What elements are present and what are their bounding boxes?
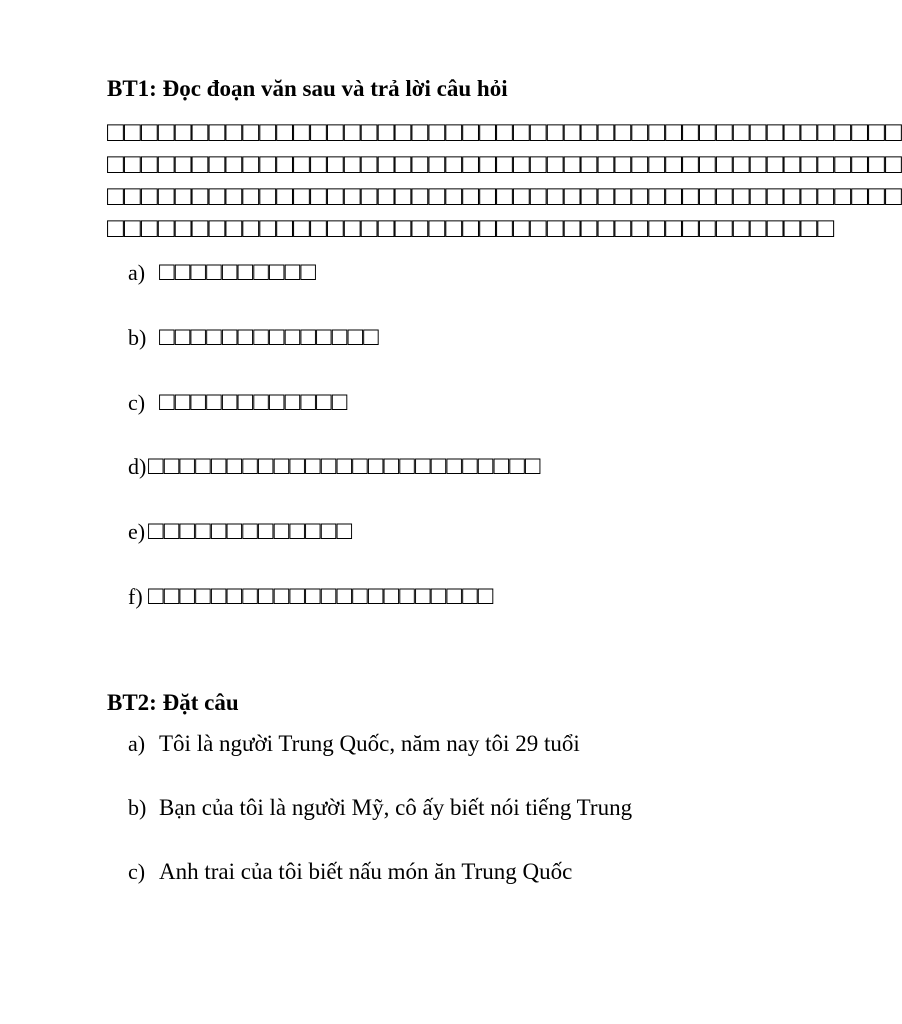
list-marker: b) [128,325,147,350]
question-item-d [128,451,541,481]
sentence-item-b [128,795,632,821]
list-marker: d) [128,454,147,479]
list-marker: e) [128,519,146,544]
question-item-f [128,581,494,611]
bt1-heading: BT1: Đọc đoạn văn sau và trả lời câu hỏi [107,76,508,101]
bt1-reading-paragraph [107,117,902,245]
paragraph-line: □□□□□□□□□□□□□□□□□□□□□□□□□□□□□□□□□□□□□□□□□□□□□□□ [107,149,902,180]
list-marker: b) [128,795,147,820]
sentence-text: Bạn của tôi là người Mỹ, cô ấy biết nói tiếng Trung [159,795,633,820]
paragraph-line: □□□□□□□□□□□□□□□□□□□□□□□□□□□□□□□□□□□□□□□□□□□□□□□ [107,181,902,212]
list-marker: c) [128,859,146,884]
question-item-a [128,257,316,287]
question-text: □□□□□□□□□□□□□□ [159,322,379,351]
paragraph-line: □□□□□□□□□□□□□□□□□□□□□□□□□□□□□□□□□□□□□□□□□□□□□□□ [107,117,902,148]
list-marker: a) [128,260,146,285]
sentence-text: Tôi là người Trung Quốc, năm nay tôi 29 tuổi [159,731,580,756]
sentence-item-a [128,731,580,757]
question-text: □□□□□□□□□□□□□□□□□□□□□□ [148,581,494,610]
question-text: □□□□□□□□□□□□□□□□□□□□□□□□□ [148,451,541,480]
question-text: □□□□□□□□□□□□ [159,387,348,416]
list-marker: f) [128,584,143,609]
question-text: □□□□□□□□□□□□□ [148,516,353,545]
list-marker: c) [128,390,146,415]
paragraph-line: □□□□□□□□□□□□□□□□□□□□□□□□□□□□□□□□□□□□□□□□□□□ [107,213,835,244]
question-item-b [128,322,379,352]
list-marker: a) [128,731,146,756]
question-item-e [128,516,352,546]
bt2-heading: BT2: Đặt câu [107,690,239,715]
question-text: □□□□□□□□□□ [159,257,317,286]
sentence-text: Anh trai của tôi biết nấu món ăn Trung Quốc [159,859,573,884]
question-item-c [128,387,347,417]
sentence-item-c [128,859,572,885]
